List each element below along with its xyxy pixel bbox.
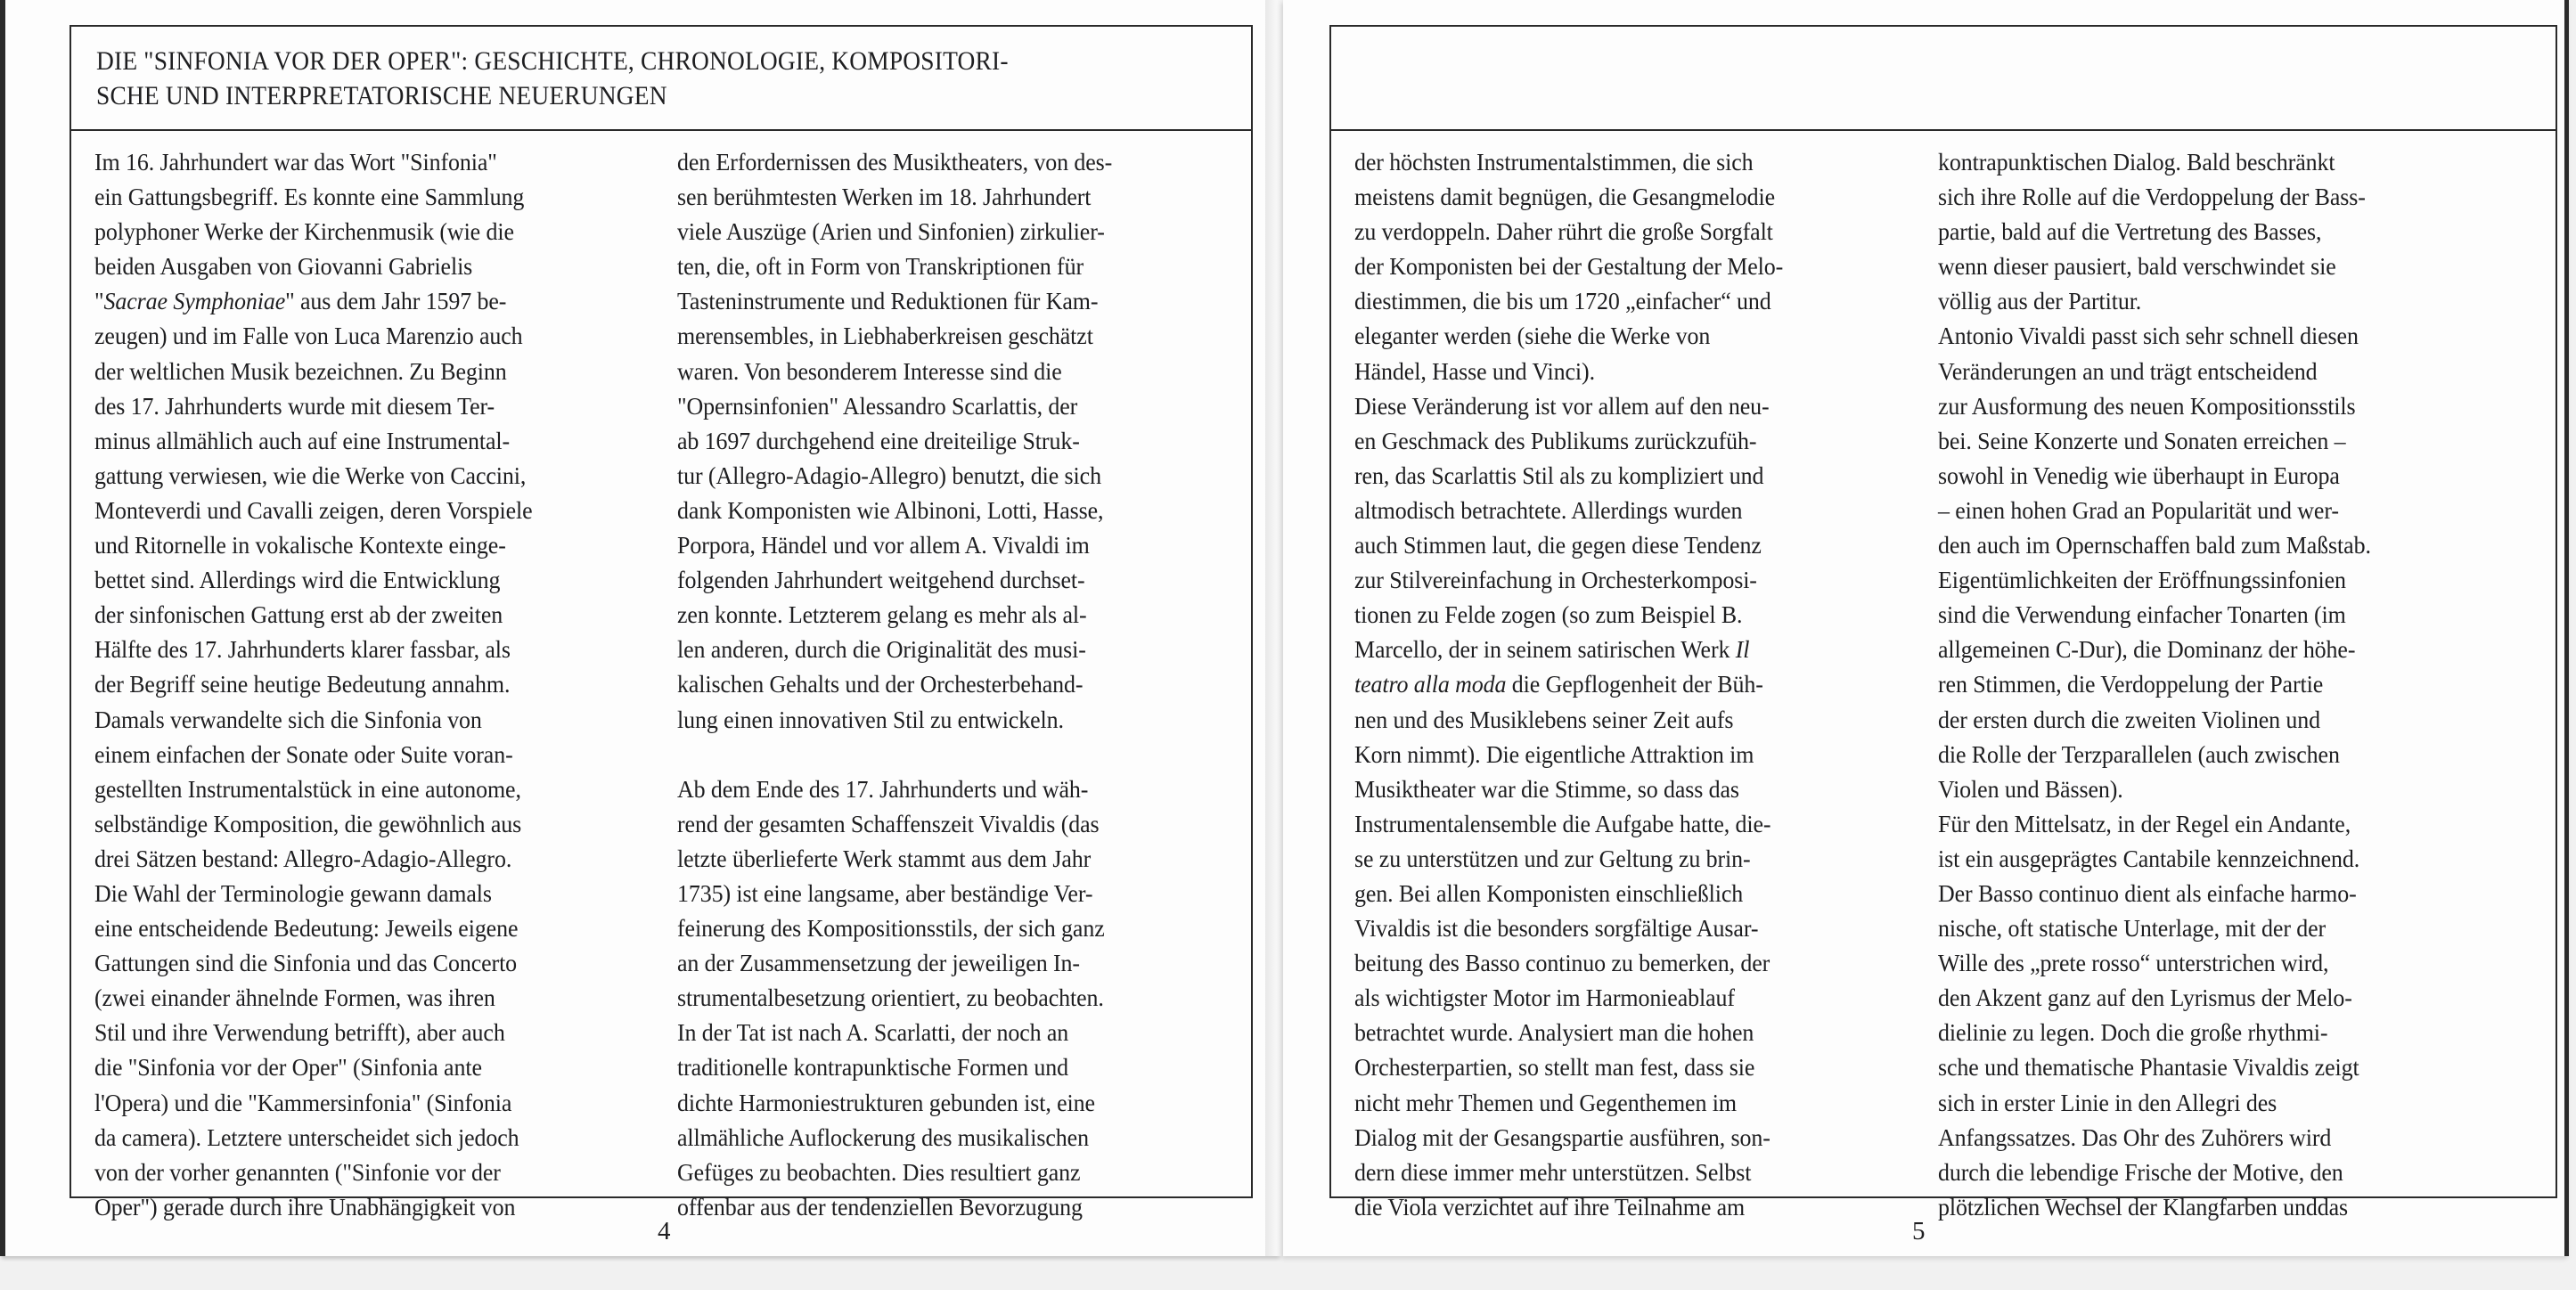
text-line: den Akzent ganz auf den Lyrismus der Melo- <box>1938 984 2352 1012</box>
text-line: meistens damit begnügen, die Gesangmelodie <box>1354 184 1776 211</box>
paragraph-break <box>677 738 1112 772</box>
text-line: zen konnte. Letzterem gelang es mehr als al- <box>677 601 1087 629</box>
text-line: einem einfachen der Sonate oder Suite voran- <box>94 740 513 768</box>
text-line: In der Tat ist nach A. Scarlatti, der noch an <box>677 1019 1069 1047</box>
text-line: von der vorher genannten ("Sinfonie vor der <box>94 1158 501 1186</box>
text-line: rend der gesamten Schaffenszeit Vivaldis (das <box>677 810 1100 837</box>
text-line: zu verdoppeln. Daher rührt die große Sorgfalt <box>1354 218 1773 246</box>
text-line: bettet sind. Allerdings wird die Entwicklung <box>94 567 501 594</box>
heading-line: SCHE UND INTERPRETATORISCHE NEUERUNGEN <box>96 82 667 110</box>
text-line: beitung des Basso continuo zu bemerken, der <box>1354 950 1770 977</box>
text-line: da camera). Letztere unterscheidet sich jedoch <box>94 1123 519 1151</box>
text-line: die "Sinfonia vor der Oper" (Sinfonia ante <box>94 1054 482 1082</box>
text-line: l'Opera) und die "Kammersinfonia" (Sinfonia <box>94 1089 512 1116</box>
text-line: Die Wahl der Terminologie gewann damals <box>94 879 492 907</box>
text-line: sich in erster Linie in den Allegri des <box>1938 1089 2278 1116</box>
text-line: Orchesterpartien, so stellt man fest, dass sie <box>1354 1054 1755 1082</box>
text-line: Eigentümlichkeiten der Eröffnungssinfonien <box>1938 567 2346 594</box>
text-line: Diese Veränderung ist vor allem auf den neu- <box>1354 392 1770 420</box>
text-line: ab 1697 durchgehend eine dreiteilige Struk- <box>677 427 1080 454</box>
text-line: ren, das Scarlattis Stil als zu kompliziert und <box>1354 461 1764 489</box>
text-line: völlig aus der Partitur. <box>1938 288 2142 315</box>
text-line: Marcello, der in seinem satirischen Werk Il <box>1354 636 1750 664</box>
text-line: altmodisch betrachtete. Allerdings wurden <box>1354 496 1743 524</box>
text-line: dern diese immer mehr unterstützen. Selbst <box>1354 1158 1752 1186</box>
text-line: letzte überlieferte Werk stammt aus dem Jahr <box>677 845 1092 872</box>
text-line: Gattungen sind die Sinfonia und das Concerto <box>94 950 518 977</box>
text-line: zur Ausformung des neuen Kompositionsstils <box>1938 392 2356 420</box>
text-line: tur (Allegro-Adagio-Allegro) benutzt, die sich <box>677 461 1101 489</box>
text-line: waren. Von besonderem Interesse sind die <box>677 357 1062 385</box>
text-line: traditionelle kontrapunktische Formen und <box>677 1054 1069 1082</box>
text-line: Monteverdi und Cavalli zeigen, deren Vorspiele <box>94 496 533 524</box>
text-line: Antonio Vivaldi passt sich sehr schnell diesen <box>1938 322 2359 350</box>
text-line: durch die lebendige Frische der Motive, den <box>1938 1158 2343 1186</box>
text-line: des 17. Jahrhunderts wurde mit diesem Ter- <box>94 392 495 420</box>
text-line: Korn nimmt). Die eigentliche Attraktion im <box>1354 740 1754 768</box>
text-line: viele Auszüge (Arien und Sinfonien) zirkulier- <box>677 218 1105 246</box>
text-line: betrachtet wurde. Analysiert man die hohen <box>1354 1019 1754 1047</box>
text-line: Für den Mittelsatz, in der Regel ein Andante, <box>1938 810 2351 837</box>
right-column-2 <box>1938 145 2393 1225</box>
text-line: der Begriff seine heutige Bedeutung annahm. <box>94 671 511 698</box>
italic-title: teatro alla moda <box>1354 671 1507 698</box>
text-line: Violen und Bässen). <box>1938 775 2123 803</box>
text-line: allmähliche Auflockerung des musikalischen <box>677 1123 1089 1151</box>
text-line: nische, oft statische Unterlage, mit der der <box>1938 915 2327 943</box>
text-line: nicht mehr Themen und Gegenthemen im <box>1354 1089 1737 1116</box>
text-line: die Rolle der Terzparallelen (auch zwischen <box>1938 740 2340 768</box>
text-line: und Ritornelle in vokalische Kontexte einge- <box>94 532 506 559</box>
text-line: der Komponisten bei der Gestaltung der Melo- <box>1354 253 1784 281</box>
text-line: der sinfonischen Gattung erst ab der zweiten <box>94 601 503 629</box>
text-line: feinerung des Kompositionsstils, der sich ganz <box>677 915 1105 943</box>
section-heading <box>96 45 1239 114</box>
italic-title: Il <box>1735 636 1750 664</box>
right-page <box>1283 0 2569 1256</box>
text-line: Musiktheater war die Stimme, so dass das <box>1354 775 1739 803</box>
left-columns <box>71 131 1251 1221</box>
text-line: sen berühmtesten Werken im 18. Jahrhundert <box>677 184 1092 211</box>
left-column-2 <box>677 145 1135 1225</box>
text-line: der ersten durch die zweiten Violinen und <box>1938 706 2321 733</box>
text-line: sind die Verwendung einfacher Tonarten (im <box>1938 601 2346 629</box>
text-line: 1735) ist eine langsame, aber beständige Ver- <box>677 879 1093 907</box>
text-line: eine entscheidende Bedeutung: Jeweils eigene <box>94 915 519 943</box>
text-line: kontrapunktischen Dialog. Bald beschränkt <box>1938 149 2335 176</box>
text-line: bei. Seine Konzerte und Sonaten erreichen – <box>1938 427 2346 454</box>
right-heading-panel-empty <box>1331 27 2556 131</box>
text-line: Tasteninstrumente und Reduktionen für Kam- <box>677 288 1099 315</box>
text-line: den Erfordernissen des Musiktheaters, von des- <box>677 149 1113 176</box>
text-line: offenbar aus der tendenziellen Bevorzugung <box>677 1193 1083 1221</box>
text-line: Anfangssatzes. Das Ohr des Zuhörers wird <box>1938 1123 2332 1151</box>
text-line: selbständige Komposition, die gewöhnlich aus <box>94 810 522 837</box>
text-line: die Viola verzichtet auf ihre Teilnahme am <box>1354 1193 1746 1221</box>
right-columns <box>1331 131 2556 1221</box>
italic-title: Sacrae Symphoniae <box>103 288 286 315</box>
text-line: "Sacrae Symphoniae" aus dem Jahr 1597 be- <box>94 288 507 315</box>
text-line: beiden Ausgaben von Giovanni Gabrielis <box>94 253 473 281</box>
text-line: auch Stimmen laut, die gegen diese Tendenz <box>1354 532 1762 559</box>
text-line: "Opernsinfonien" Alessandro Scarlattis, der <box>677 392 1078 420</box>
text-line: gestellten Instrumentalstück in eine autonome, <box>94 775 521 803</box>
text-line: ein Gattungsbegriff. Es konnte eine Sammlung <box>94 184 525 211</box>
text-line: teatro alla moda die Gepflogenheit der Büh- <box>1354 671 1763 698</box>
text-line: Instrumentalensemble die Aufgabe hatte, die- <box>1354 810 1771 837</box>
text-line: ten, die, oft in Form von Transkriptionen für <box>677 253 1084 281</box>
text-line: Stil und ihre Verwendung betrifft), aber auch <box>94 1019 505 1047</box>
text-line: ren Stimmen, die Verdoppelung der Partie <box>1938 671 2324 698</box>
heading-line: DIE "SINFONIA VOR DER OPER": GESCHICHTE, CHRONOLOGIE, KOMPOSITORI- <box>96 47 1009 76</box>
text-line: folgenden Jahrhundert weitgehend durchset- <box>677 567 1085 594</box>
text-line: dank Komponisten wie Albinoni, Lotti, Hasse, <box>677 496 1104 524</box>
text-line: dichte Harmoniestrukturen gebunden ist, eine <box>677 1089 1095 1116</box>
text-line: an der Zusammensetzung der jeweiligen In- <box>677 950 1080 977</box>
right-column-1 <box>1354 145 1806 1225</box>
text-line: Porpora, Händel und vor allem A. Vivaldi im <box>677 532 1090 559</box>
text-line: als wichtigster Motor im Harmonieablauf <box>1354 984 1735 1012</box>
text-line: en Geschmack des Publikums zurückzufüh- <box>1354 427 1757 454</box>
text-line: Oper") gerade durch ihre Unabhängigkeit von <box>94 1193 516 1221</box>
left-page <box>0 0 1278 1256</box>
text-line: gattung verwiesen, wie die Werke von Caccini, <box>94 461 527 489</box>
text-line: sich ihre Rolle auf die Verdoppelung der Bass- <box>1938 184 2366 211</box>
text-line: lung einen innovativen Stil zu entwickeln. <box>677 706 1064 733</box>
text-line: Veränderungen an und trägt entscheidend <box>1938 357 2318 385</box>
left-column-1 <box>94 145 555 1225</box>
left-heading-panel <box>71 27 1251 131</box>
text-line: Vivaldis ist die besonders sorgfältige Ausar- <box>1354 915 1759 943</box>
text-line: partie, bald auf die Vertretung des Basses, <box>1938 218 2322 246</box>
text-line: drei Sätzen bestand: Allegro-Adagio-Allegro. <box>94 845 512 872</box>
page-number-right: 5 <box>1912 1217 1926 1245</box>
text-line: Wille des „prete rosso“ unterstrichen wird, <box>1938 950 2329 977</box>
text-line: zeugen) und im Falle von Luca Marenzio auch <box>94 322 523 350</box>
text-line: sowohl in Venedig wie überhaupt in Europa <box>1938 461 2340 489</box>
text-line: allgemeinen C-Dur), die Dominanz der höhe- <box>1938 636 2356 664</box>
text-line: gen. Bei allen Komponisten einschließlich <box>1354 879 1744 907</box>
text-line: kalischen Gehalts und der Orchesterbehand- <box>677 671 1084 698</box>
text-line: ist ein ausgeprägtes Cantabile kennzeichnend. <box>1938 845 2360 872</box>
text-line: Händel, Hasse und Vinci). <box>1354 357 1595 385</box>
text-line: dielinie zu legen. Doch die große rhythmi- <box>1938 1019 2328 1047</box>
text-line: polyphoner Werke der Kirchenmusik (wie die <box>94 218 514 246</box>
text-line: Damals verwandelte sich die Sinfonia von <box>94 706 482 733</box>
text-line: Ab dem Ende des 17. Jahrhunderts und wäh- <box>677 775 1089 803</box>
text-line: tionen zu Felde zogen (so zum Beispiel B. <box>1354 601 1743 629</box>
text-line: Hälfte des 17. Jahrhunderts klarer fassbar, als <box>94 636 511 664</box>
text-line: Im 16. Jahrhundert war das Wort "Sinfonia" <box>94 149 497 176</box>
left-text-frame <box>70 25 1253 1221</box>
text-line: se zu unterstützen und zur Geltung zu brin- <box>1354 845 1751 872</box>
text-line: (zwei einander ähnelnde Formen, was ihren <box>94 984 495 1012</box>
text-line: der höchsten Instrumentalstimmen, die sich <box>1354 149 1754 176</box>
text-line: wenn dieser pausiert, bald verschwindet sie <box>1938 253 2336 281</box>
text-line: – einen hohen Grad an Popularität und wer- <box>1938 496 2339 524</box>
text-line: merensembles, in Liebhaberkreisen geschätzt <box>677 322 1093 350</box>
text-line: den auch im Opernschaffen bald zum Maßstab. <box>1938 532 2371 559</box>
page-number-left: 4 <box>658 1217 671 1245</box>
text-line: strumentalbesetzung orientiert, zu beobachten. <box>677 984 1104 1012</box>
text-line: len anderen, durch die Originalität des musi- <box>677 636 1086 664</box>
text-line: der weltlichen Musik bezeichnen. Zu Beginn <box>94 357 507 385</box>
text-line: zur Stilvereinfachung in Orchesterkomposi- <box>1354 567 1757 594</box>
text-line: sche und thematische Phantasie Vivaldis zeigt <box>1938 1054 2359 1082</box>
text-line: Gefüges zu beobachten. Dies resultiert ganz <box>677 1158 1081 1186</box>
text-line: nen und des Musiklebens seiner Zeit aufs <box>1354 706 1734 733</box>
right-text-frame <box>1329 25 2557 1221</box>
text-line: plötzlichen Wechsel der Klangfarben unddas <box>1938 1193 2349 1221</box>
text-line: eleganter werden (siehe die Werke von <box>1354 322 1711 350</box>
text-line: Dialog mit der Gesangspartie ausführen, son- <box>1354 1123 1770 1151</box>
text-line: diestimmen, die bis um 1720 „einfacher“ und <box>1354 288 1771 315</box>
text-line: minus allmählich auch auf eine Instrumental- <box>94 427 511 454</box>
text-line: Der Basso continuo dient als einfache harmo- <box>1938 879 2357 907</box>
